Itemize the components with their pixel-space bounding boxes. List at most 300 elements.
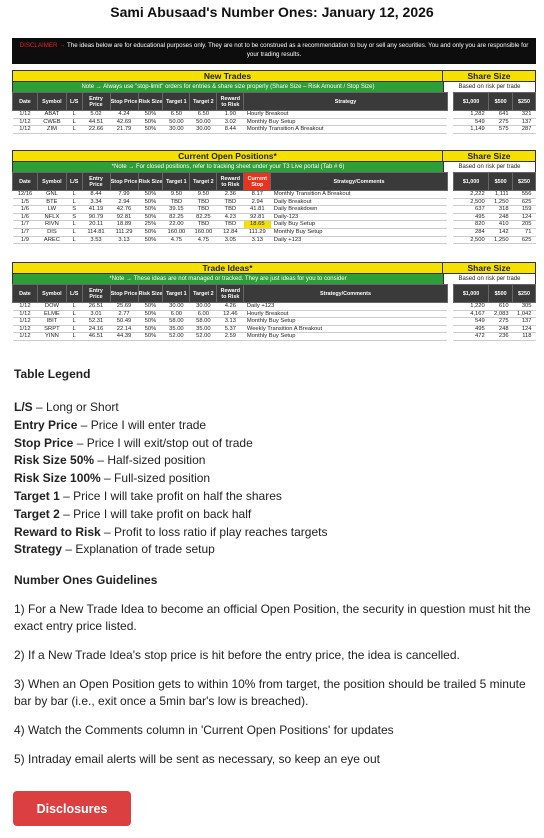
table-cell: 50% <box>138 318 163 326</box>
table-cell: 4.75 <box>190 236 217 244</box>
column-header: Risk Size <box>138 173 163 191</box>
table-cell: 625 <box>513 236 536 244</box>
table-cell: 1,042 <box>513 310 536 318</box>
guideline-item: 3) When an Open Position gets to within 10% from target, the position should be trailed 5 minute bar by bar (i.e., exit once a 5min bar's low is breached). <box>14 677 526 708</box>
column-header: Strategy/Comments <box>271 173 447 191</box>
table-cell: TBD <box>190 221 217 229</box>
table-cell: 3.01 <box>82 310 110 318</box>
table-cell: 52.00 <box>163 333 190 341</box>
table-cell: 30.00 <box>190 303 217 311</box>
table-cell: ZIM <box>37 126 66 134</box>
column-header: Risk Size <box>138 285 163 303</box>
table-row <box>13 126 536 134</box>
legend-term: Reward to Risk <box>14 524 101 539</box>
table-cell: Hourly Breakout <box>244 310 447 318</box>
column-header: Date <box>13 285 38 303</box>
trade-ideas-note: *Note → These ideas are not managed or tracked. They are just ideas for you to consider <box>12 274 443 284</box>
table-row <box>13 228 536 236</box>
table-cell: 1/6 <box>13 206 38 214</box>
legend-desc: – Price I will exit/stop out of trade <box>73 435 253 450</box>
table-cell: 4,167 <box>453 310 488 318</box>
table-cell: Hourly Breakout <box>244 111 447 119</box>
table-cell: 52.00 <box>190 333 217 341</box>
table-cell: YINN <box>37 333 66 341</box>
legend-desc: – Price I will enter trade <box>77 417 207 432</box>
table-cell: 3.13 <box>217 318 244 326</box>
table-cell: 1/5 <box>13 198 38 206</box>
guideline-item: 2) If a New Trade Idea's stop price is hit before the entry price, the idea is cancelled. <box>14 648 460 662</box>
legend-desc: – Price I will take profit on back half <box>59 506 252 521</box>
legend-desc: – Full-sized position <box>100 471 211 486</box>
table-cell: 92.81 <box>110 213 138 221</box>
table-cell: L <box>66 118 82 126</box>
table-cell: 92.81 <box>244 213 271 221</box>
new-trades-table <box>12 70 536 134</box>
column-header: Entry Price <box>82 93 110 111</box>
table-cell: Daily Breakdown <box>271 206 447 214</box>
table-cell: Monthly Transition A Breakout <box>271 191 447 199</box>
open-positions-header: Current Open Positions* <box>12 150 443 162</box>
table-cell: CWEB <box>37 118 66 126</box>
share-size-column-header: $250 <box>513 93 536 111</box>
column-header: Target 1 <box>163 285 190 303</box>
share-size-column-header: $500 <box>489 93 513 111</box>
table-cell: 6.00 <box>163 310 190 318</box>
table-cell: L <box>66 191 82 199</box>
table-cell: 3.05 <box>217 236 244 244</box>
table-cell: 3.53 <box>82 236 110 244</box>
table-cell: 160.00 <box>190 228 217 236</box>
table-cell: 18.65 <box>244 221 271 229</box>
guideline-item: 5) Intraday email alerts will be sent as necessary, so keep an eye out <box>14 752 380 766</box>
share-size-column-header: $1,000 <box>453 93 488 111</box>
table-cell: 160.00 <box>163 228 190 236</box>
table-cell: 12.46 <box>217 310 244 318</box>
open-positions-table <box>12 150 536 244</box>
table-cell: 50.00 <box>190 118 217 126</box>
table-row <box>13 111 536 119</box>
table-cell: L <box>66 303 82 311</box>
guidelines-heading: Number Ones Guidelines <box>14 573 158 587</box>
table-cell: 625 <box>513 198 536 206</box>
legend-item <box>14 541 534 559</box>
table-cell: 50% <box>138 325 163 333</box>
table-cell: 50% <box>138 198 163 206</box>
table-cell: 50% <box>138 111 163 119</box>
table-cell: 1,111 <box>489 191 513 199</box>
table-row <box>13 236 536 244</box>
table-cell: 575 <box>489 126 513 134</box>
table-cell: 5.02 <box>82 111 110 119</box>
table-cell: RIVN <box>37 221 66 229</box>
table-cell: Daily +123 <box>271 236 447 244</box>
table-row <box>13 333 536 341</box>
table-cell: Monthly Buy Setup <box>244 118 447 126</box>
table-cell: DIS <box>37 228 66 236</box>
table-cell: 1/12 <box>13 111 38 119</box>
table-cell: L <box>66 333 82 341</box>
table-cell: 142 <box>489 228 513 236</box>
table-cell: 44.39 <box>110 333 138 341</box>
table-cell: 1,250 <box>489 236 513 244</box>
table-cell: 2,500 <box>453 236 488 244</box>
table-cell: L <box>66 198 82 206</box>
table-cell: 90.79 <box>82 213 110 221</box>
disclaimer-label: DISCLAIMER <box>19 42 58 49</box>
legend-item <box>14 488 534 506</box>
table-cell: 1/12 <box>13 318 38 326</box>
table-cell: 22.66 <box>82 126 110 134</box>
table-cell: TBD <box>217 198 244 206</box>
table-cell: 3.13 <box>244 236 271 244</box>
table-cell: 2,083 <box>489 310 513 318</box>
table-cell: 1/7 <box>13 221 38 229</box>
table-cell: 1,149 <box>453 126 488 134</box>
table-cell: 1,250 <box>489 198 513 206</box>
table-cell: 1/9 <box>13 236 38 244</box>
legend-term: Risk Size 50% <box>14 453 95 468</box>
legend-item <box>14 417 534 435</box>
table-cell: 2.36 <box>217 191 244 199</box>
legend-item <box>14 470 534 488</box>
table-cell: 159 <box>513 206 536 214</box>
table-cell: L <box>66 310 82 318</box>
table-cell: 2.77 <box>110 310 138 318</box>
table-cell: 118 <box>513 333 536 341</box>
table-cell: 549 <box>453 318 488 326</box>
table-cell: 7.99 <box>110 191 138 199</box>
table-cell: 321 <box>513 111 536 119</box>
table-cell: 82.25 <box>163 213 190 221</box>
table-cell: 35.00 <box>190 325 217 333</box>
table-cell: 637 <box>453 206 488 214</box>
table-cell: 275 <box>489 118 513 126</box>
legend-desc: – Profit to loss ratio if play reaches targets <box>100 524 328 539</box>
table-cell: 111.29 <box>244 228 271 236</box>
table-cell: 1/12 <box>13 126 38 134</box>
guidelines <box>14 573 536 780</box>
disclosures-button[interactable]: Disclosures <box>13 791 131 826</box>
table-cell: 8.17 <box>244 191 271 199</box>
open-positions-note: *Note → For closed positions, refer to tracking sheet under your T3 Live portal (Tab # 6) <box>12 162 443 172</box>
column-header: Symbol <box>37 285 66 303</box>
table-cell: 1/12 <box>13 325 38 333</box>
table-cell: 1/6 <box>13 213 38 221</box>
table-cell: TBD <box>163 198 190 206</box>
table-row <box>13 318 536 326</box>
column-header: Symbol <box>37 93 66 111</box>
table-cell: L <box>66 111 82 119</box>
table-cell: Daily-123 <box>271 213 447 221</box>
legend-item <box>14 506 534 524</box>
table-cell: Daily +123 <box>244 303 447 311</box>
table-cell: TBD <box>190 198 217 206</box>
table-cell: 24.16 <box>82 325 110 333</box>
table-cell: 50% <box>138 236 163 244</box>
page-title: Sami Abusaad's Number Ones: January 12, 2026 <box>110 4 434 20</box>
table-cell: 1.90 <box>217 111 244 119</box>
table-cell: 30.00 <box>190 126 217 134</box>
column-header: Target 1 <box>163 173 190 191</box>
table-cell: 556 <box>513 191 536 199</box>
legend-item <box>14 435 534 453</box>
table-cell: NFLX <box>37 213 66 221</box>
table-cell: 495 <box>453 325 488 333</box>
table-cell: 1/7 <box>13 228 38 236</box>
table-cell: L <box>66 228 82 236</box>
table-cell: DOW <box>37 303 66 311</box>
table-cell: 472 <box>453 333 488 341</box>
table-cell: AREC <box>37 236 66 244</box>
legend-desc: – Long or Short <box>32 400 119 414</box>
table-row <box>13 206 536 214</box>
legend-term: Stop Price <box>14 435 74 450</box>
table-cell: 46.51 <box>82 333 110 341</box>
table-cell: 52.31 <box>82 318 110 326</box>
table-cell: 2.59 <box>217 333 244 341</box>
table-cell: 641 <box>489 111 513 119</box>
table-cell: 8.44 <box>217 126 244 134</box>
table-cell: 137 <box>513 118 536 126</box>
table-cell: 1,220 <box>453 303 488 311</box>
column-header: Risk Size <box>138 93 163 111</box>
column-header: Date <box>13 93 38 111</box>
share-size-sub: Based on risk per trade <box>443 274 536 284</box>
table-cell: 30.00 <box>163 303 190 311</box>
table-cell: 1/12 <box>13 310 38 318</box>
table-cell: 50.49 <box>110 318 138 326</box>
table-cell: 35.00 <box>163 325 190 333</box>
column-header: Strategy/Comments <box>244 285 447 303</box>
table-cell: 26.51 <box>82 303 110 311</box>
table-cell: 3.13 <box>110 236 138 244</box>
new-trades-header: New Trades <box>12 70 443 82</box>
share-size-header: Share Size <box>443 70 536 82</box>
table-cell: 124 <box>513 213 536 221</box>
table-cell: 30.00 <box>163 126 190 134</box>
table-row <box>13 303 536 311</box>
legend-desc: – Price I will take profit on half the shares <box>59 488 282 503</box>
column-header: Stop Price <box>110 285 138 303</box>
column-header: Reward to Risk <box>217 173 244 191</box>
table-cell: 2.94 <box>244 198 271 206</box>
table-cell: 50% <box>138 118 163 126</box>
table-cell: TBD <box>190 206 217 214</box>
column-header: Entry Price <box>82 285 110 303</box>
table-cell: 610 <box>489 303 513 311</box>
table-cell: 820 <box>453 221 488 229</box>
table-cell: LW <box>37 206 66 214</box>
table-cell: 12.84 <box>217 228 244 236</box>
legend-term: Target 1 <box>14 488 60 503</box>
table-cell: 50% <box>138 303 163 311</box>
table-cell: 4.26 <box>217 303 244 311</box>
table-cell: 284 <box>453 228 488 236</box>
table-cell: Weekly Transition A Breakout <box>244 325 447 333</box>
share-size-sub: Based on risk per trade <box>443 82 536 92</box>
column-header: Stop Price <box>110 173 138 191</box>
table-cell: L <box>66 236 82 244</box>
table-row <box>13 191 536 199</box>
share-size-header: Share Size <box>443 150 536 162</box>
table-cell: 1/12 <box>13 303 38 311</box>
table-row <box>13 325 536 333</box>
table-cell: L <box>66 126 82 134</box>
table-cell: 2,222 <box>453 191 488 199</box>
table-cell: TBD <box>217 221 244 229</box>
share-size-column-header: $1,000 <box>453 173 488 191</box>
column-header: Date <box>13 173 38 191</box>
table-cell: 58.00 <box>190 318 217 326</box>
table-cell: GNL <box>37 191 66 199</box>
column-header: L/S <box>66 173 82 191</box>
table-cell: 114.81 <box>82 228 110 236</box>
table-cell: 41.19 <box>82 206 110 214</box>
column-header: Target 2 <box>190 173 217 191</box>
table-cell: 111.29 <box>110 228 138 236</box>
table-cell: 58.00 <box>163 318 190 326</box>
table-cell: 9.50 <box>190 191 217 199</box>
table-cell: 42.69 <box>110 118 138 126</box>
table-cell: Monthly Buy Setup <box>271 228 447 236</box>
table-cell: 1/12 <box>13 118 38 126</box>
column-header: Reward to Risk <box>217 285 244 303</box>
legend-item <box>14 452 534 470</box>
table-cell: L <box>66 318 82 326</box>
guideline-item: 4) Watch the Comments column in 'Current Open Positions' for updates <box>14 723 394 737</box>
table-cell: L <box>66 325 82 333</box>
table-cell: 549 <box>453 118 488 126</box>
table-cell: TBD <box>217 206 244 214</box>
table-cell: IBIT <box>37 318 66 326</box>
table-cell: 205 <box>513 221 536 229</box>
table-cell: ELME <box>37 310 66 318</box>
new-trades-note: Note → Always use "stop-limit" orders for entries & share size properly (Share Size – Risk Amount / Stop Size) <box>12 82 443 92</box>
table-cell: Daily Breakout <box>271 198 447 206</box>
table-cell: 50% <box>138 310 163 318</box>
column-header: Target 2 <box>190 285 217 303</box>
table-cell: 42.76 <box>110 206 138 214</box>
share-size-column-header: $500 <box>489 173 513 191</box>
table-cell: 41.81 <box>244 206 271 214</box>
table-cell: BTE <box>37 198 66 206</box>
share-size-column-header: $250 <box>513 173 536 191</box>
table-cell: 248 <box>489 325 513 333</box>
table-cell: 124 <box>513 325 536 333</box>
table-cell: 3.02 <box>217 118 244 126</box>
legend-term: Target 2 <box>14 506 60 521</box>
column-header: Symbol <box>37 173 66 191</box>
guideline-item: 1) For a New Trade Idea to become an official Open Position, the security in question must hit the exact entry price listed. <box>14 602 531 633</box>
table-cell: Monthly Buy Setup <box>244 318 447 326</box>
table-cell: L <box>66 221 82 229</box>
share-size-column-header: $1,000 <box>453 285 488 303</box>
table-cell: 25.69 <box>110 303 138 311</box>
table-cell: 410 <box>489 221 513 229</box>
table-cell: 6.00 <box>190 310 217 318</box>
column-header: L/S <box>66 285 82 303</box>
table-cell: Monthly Buy Setup <box>244 333 447 341</box>
table-cell: 1,282 <box>453 111 488 119</box>
table-row <box>13 118 536 126</box>
legend-item <box>14 524 534 542</box>
table-cell: 4.23 <box>217 213 244 221</box>
legend-desc: – Half-sized position <box>94 453 206 468</box>
table-cell: 25% <box>138 221 163 229</box>
table-cell: 287 <box>513 126 536 134</box>
table-cell: S <box>66 213 82 221</box>
legend-term: Entry Price <box>14 417 78 432</box>
table-cell: 3.34 <box>82 198 110 206</box>
table-cell: 20.11 <box>82 221 110 229</box>
table-cell: 18.89 <box>110 221 138 229</box>
legend-term: Strategy <box>14 542 63 557</box>
legend-desc: – Explanation of trade setup <box>62 542 215 557</box>
share-size-header: Share Size <box>443 262 536 274</box>
table-cell: 6.50 <box>190 111 217 119</box>
table-cell: S <box>66 206 82 214</box>
legend-term: Risk Size 100% <box>14 471 101 486</box>
column-header: Target 1 <box>163 93 190 111</box>
table-cell: 21.79 <box>110 126 138 134</box>
trade-ideas-table <box>12 262 536 341</box>
table-cell: 318 <box>489 206 513 214</box>
table-cell: 39.15 <box>163 206 190 214</box>
table-cell: 305 <box>513 303 536 311</box>
table-cell: 8.44 <box>82 191 110 199</box>
table-cell: 50% <box>138 191 163 199</box>
table-cell: SRPT <box>37 325 66 333</box>
table-cell: 4.24 <box>110 111 138 119</box>
legend-term: L/S <box>14 400 33 414</box>
table-cell: 22.14 <box>110 325 138 333</box>
legend-heading: Table Legend <box>14 367 91 381</box>
table-cell: 12/16 <box>13 191 38 199</box>
trade-ideas-header: Trade Ideas* <box>12 262 443 274</box>
table-cell: ABAT <box>37 111 66 119</box>
table-cell: 6.50 <box>163 111 190 119</box>
table-cell: 44.51 <box>82 118 110 126</box>
table-cell: 4.75 <box>163 236 190 244</box>
column-header: Reward to Risk <box>217 93 244 111</box>
table-cell: 71 <box>513 228 536 236</box>
table-cell: 50% <box>138 213 163 221</box>
table-cell: 248 <box>489 213 513 221</box>
table-cell: 50% <box>138 206 163 214</box>
share-size-sub: Based on risk per trade <box>443 162 536 172</box>
legend-item <box>14 399 534 417</box>
table-cell: 275 <box>489 318 513 326</box>
table-cell: 22.00 <box>163 221 190 229</box>
table-cell: 9.50 <box>163 191 190 199</box>
table-cell: 5.37 <box>217 325 244 333</box>
table-row <box>13 310 536 318</box>
table-cell: Daily Buy Setup <box>271 221 447 229</box>
table-cell: 50% <box>138 228 163 236</box>
share-size-column-header: $500 <box>489 285 513 303</box>
table-row <box>13 221 536 229</box>
table-cell: 50% <box>138 333 163 341</box>
arrow-icon: → <box>59 42 66 49</box>
column-header: Strategy <box>244 93 447 111</box>
column-header: L/S <box>66 93 82 111</box>
table-cell: 1/12 <box>13 333 38 341</box>
table-cell: 137 <box>513 318 536 326</box>
share-size-column-header: $250 <box>513 285 536 303</box>
table-cell: 82.25 <box>190 213 217 221</box>
table-legend <box>14 367 534 559</box>
column-header: Stop Price <box>110 93 138 111</box>
